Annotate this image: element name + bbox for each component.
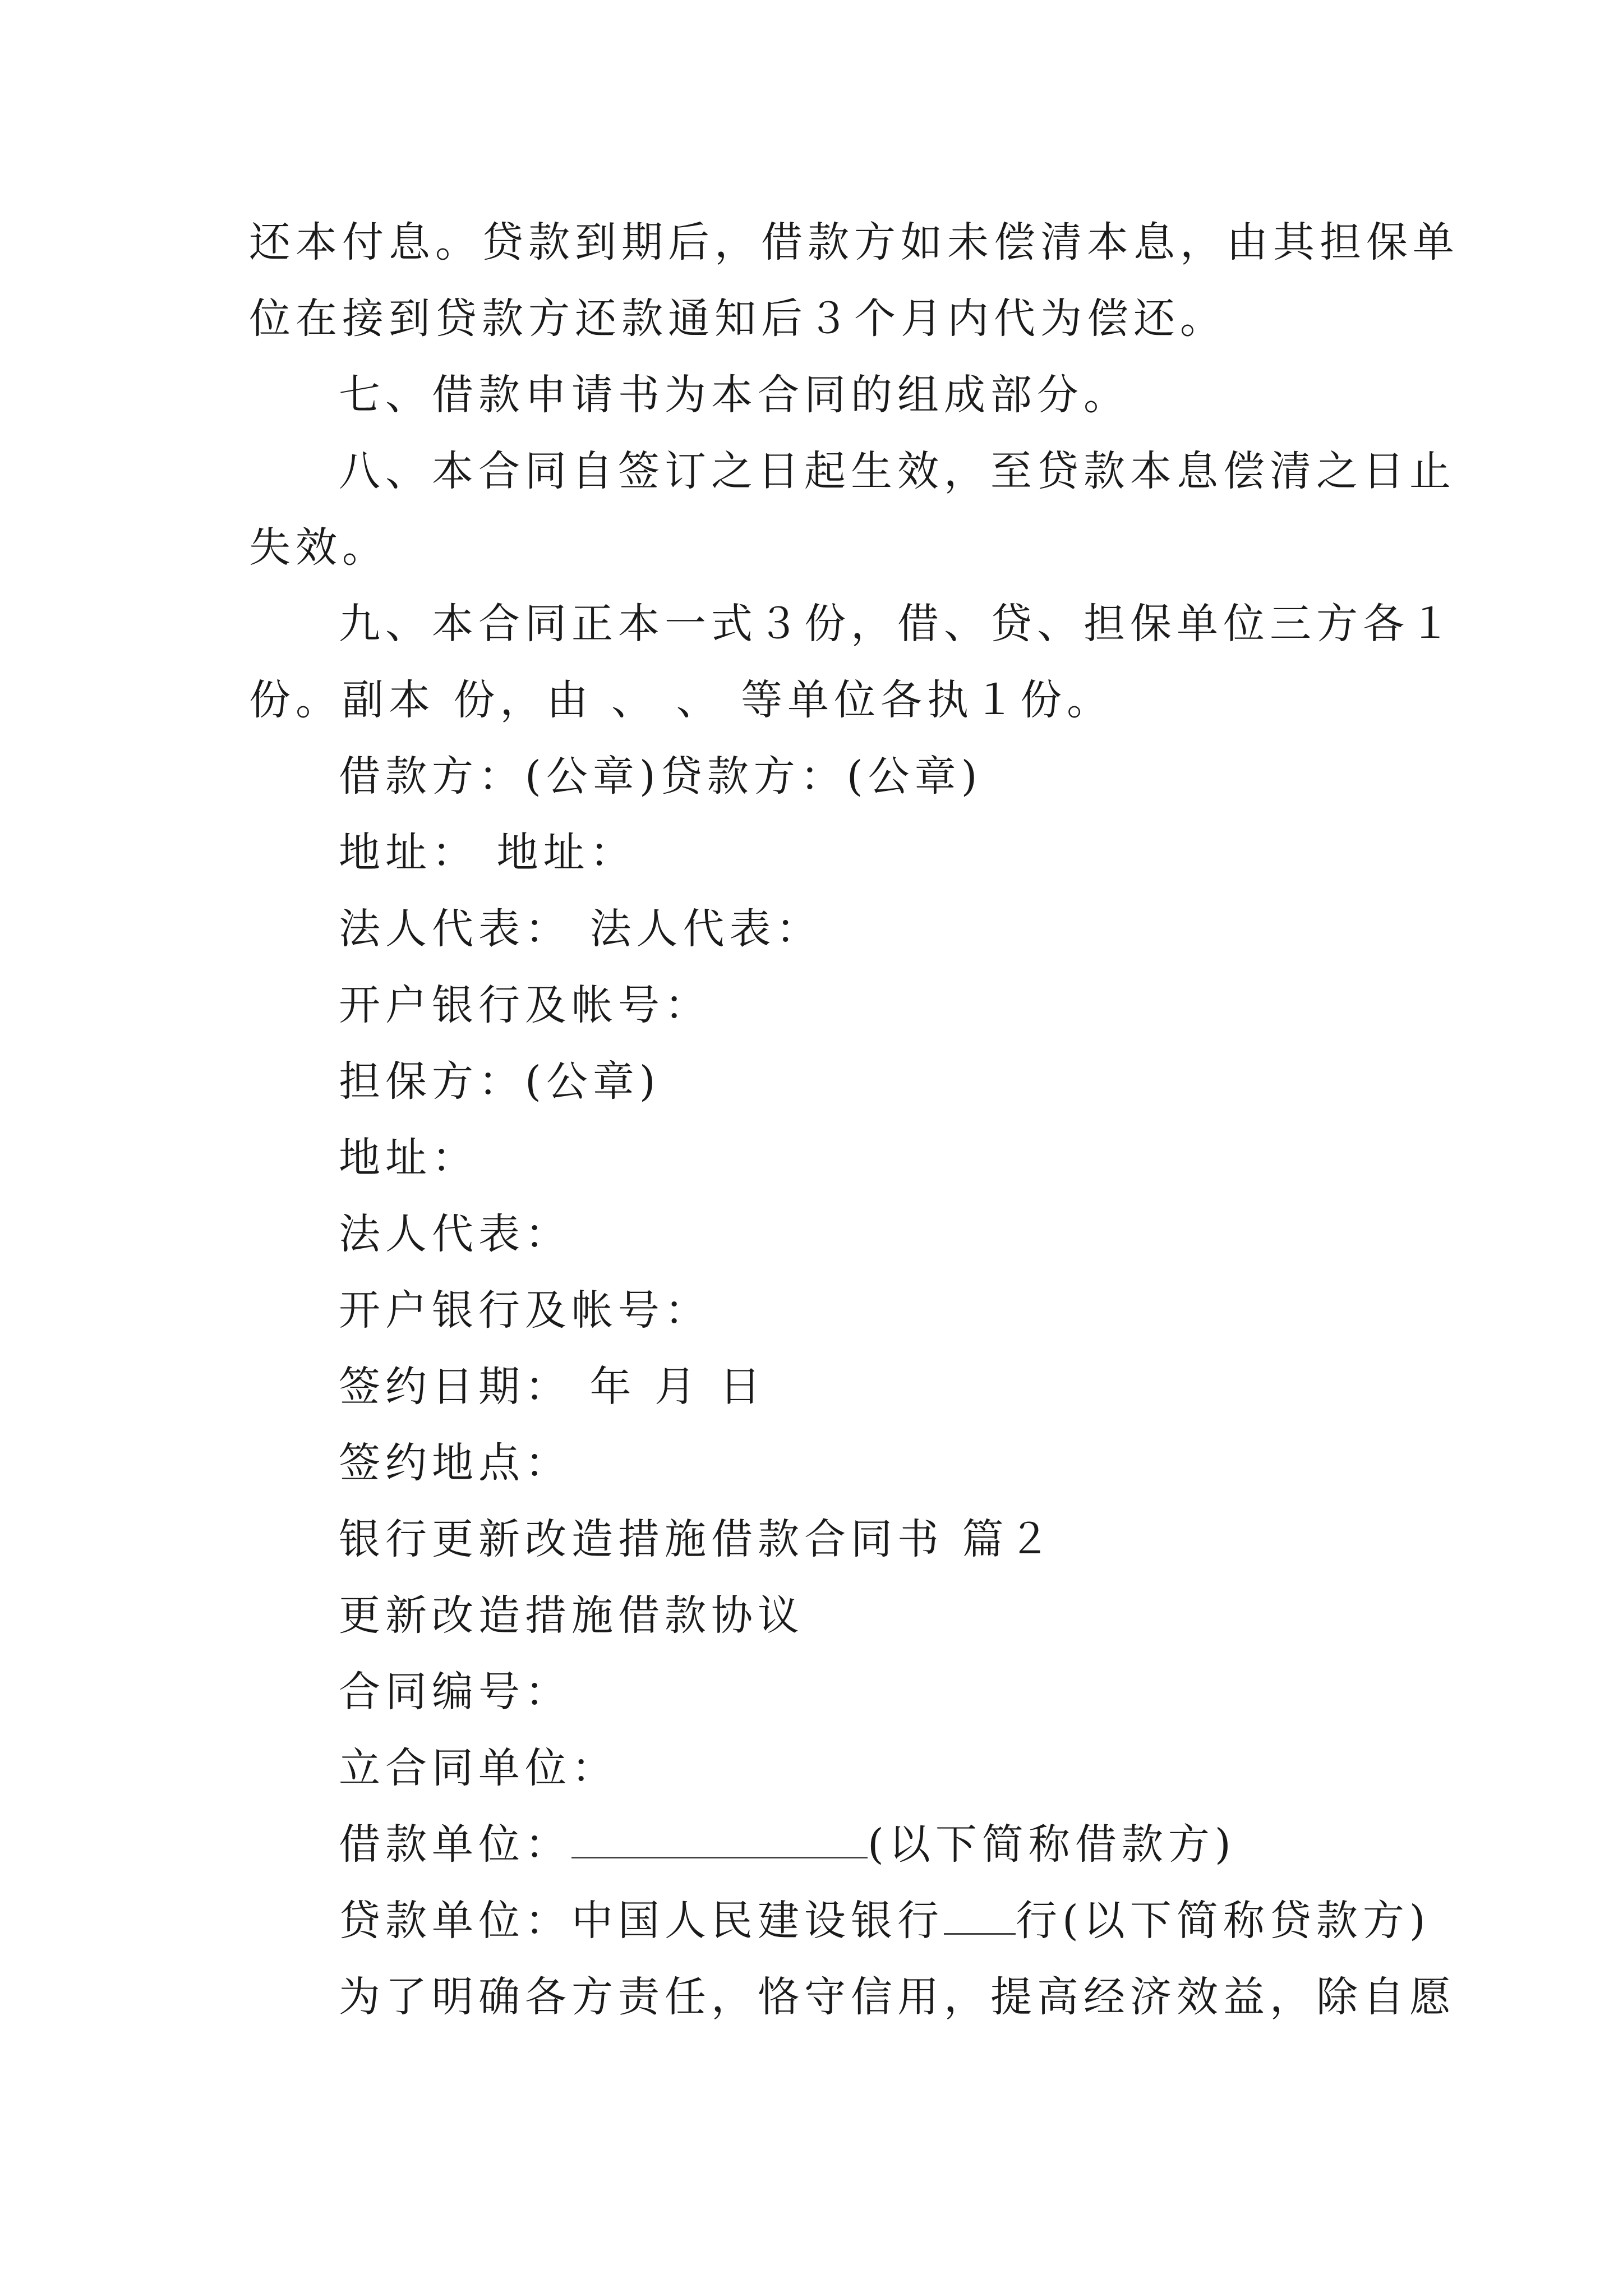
paragraph-6-continued-line-1: 还本付息。贷款到期后，借款方如未偿清本息，由其担保单: [249, 218, 1459, 266]
guarantor-address-line: 地址：: [339, 1134, 478, 1182]
signing-date-line: 签约日期： 年 月 日: [339, 1363, 766, 1411]
legal-rep-line: 法人代表： 法人代表：: [339, 905, 823, 953]
borrower-blank: [571, 1821, 868, 1858]
lender-note: 行(以下简称贷款方): [1016, 1897, 1431, 1945]
address-line: 地址： 地址：: [339, 829, 637, 877]
lender-branch-blank: [944, 1897, 1016, 1935]
paragraph-6-continued-line-2: 位在接到贷款方还款通知后３个月内代为偿还。: [249, 295, 1227, 343]
clause-8-line-2: 失效。: [249, 523, 389, 572]
borrower-unit-label: 借款单位：: [339, 1820, 571, 1869]
guarantor-line: 担保方：(公章): [339, 1057, 661, 1106]
bank-account-line: 开户银行及帐号：: [339, 981, 711, 1029]
clause-8-line-1: 八、本合同自签订之日起生效，至贷款本息偿清之日止: [339, 447, 1456, 495]
preamble-line: 为了明确各方责任，恪守信用，提高经济效益，除自愿: [339, 1973, 1456, 2021]
agreement-title: 更新改造措施借款协议: [339, 1591, 804, 1640]
guarantor-legal-rep-line: 法人代表：: [339, 1210, 571, 1258]
guarantor-bank-account-line: 开户银行及帐号：: [339, 1286, 711, 1335]
section-heading-article-2: 银行更新改造措施借款合同书 篇２: [339, 1515, 1055, 1563]
borrower-unit-line: [339, 1816, 1236, 1872]
clause-7: 七、借款申请书为本合同的组成部分。: [339, 371, 1130, 419]
lender-unit-label: 贷款单位：中国人民建设银行: [339, 1897, 944, 1945]
borrower-note: (以下简称借款方): [868, 1820, 1236, 1869]
signing-place-line: 签约地点：: [339, 1439, 571, 1487]
clause-9-line-2: 份。副本 份，由 、 、 等单位各执１份。: [249, 676, 1114, 724]
clause-9-line-1: 九、本合同正本一式３份，借、贷、担保单位三方各１: [339, 600, 1456, 648]
signature-parties-line: 借款方：(公章)贷款方：(公章): [339, 752, 983, 800]
contracting-parties-line: 立合同单位：: [339, 1744, 618, 1792]
contract-number-line: 合同编号：: [339, 1668, 571, 1716]
lender-unit-line: [339, 1893, 1431, 1949]
